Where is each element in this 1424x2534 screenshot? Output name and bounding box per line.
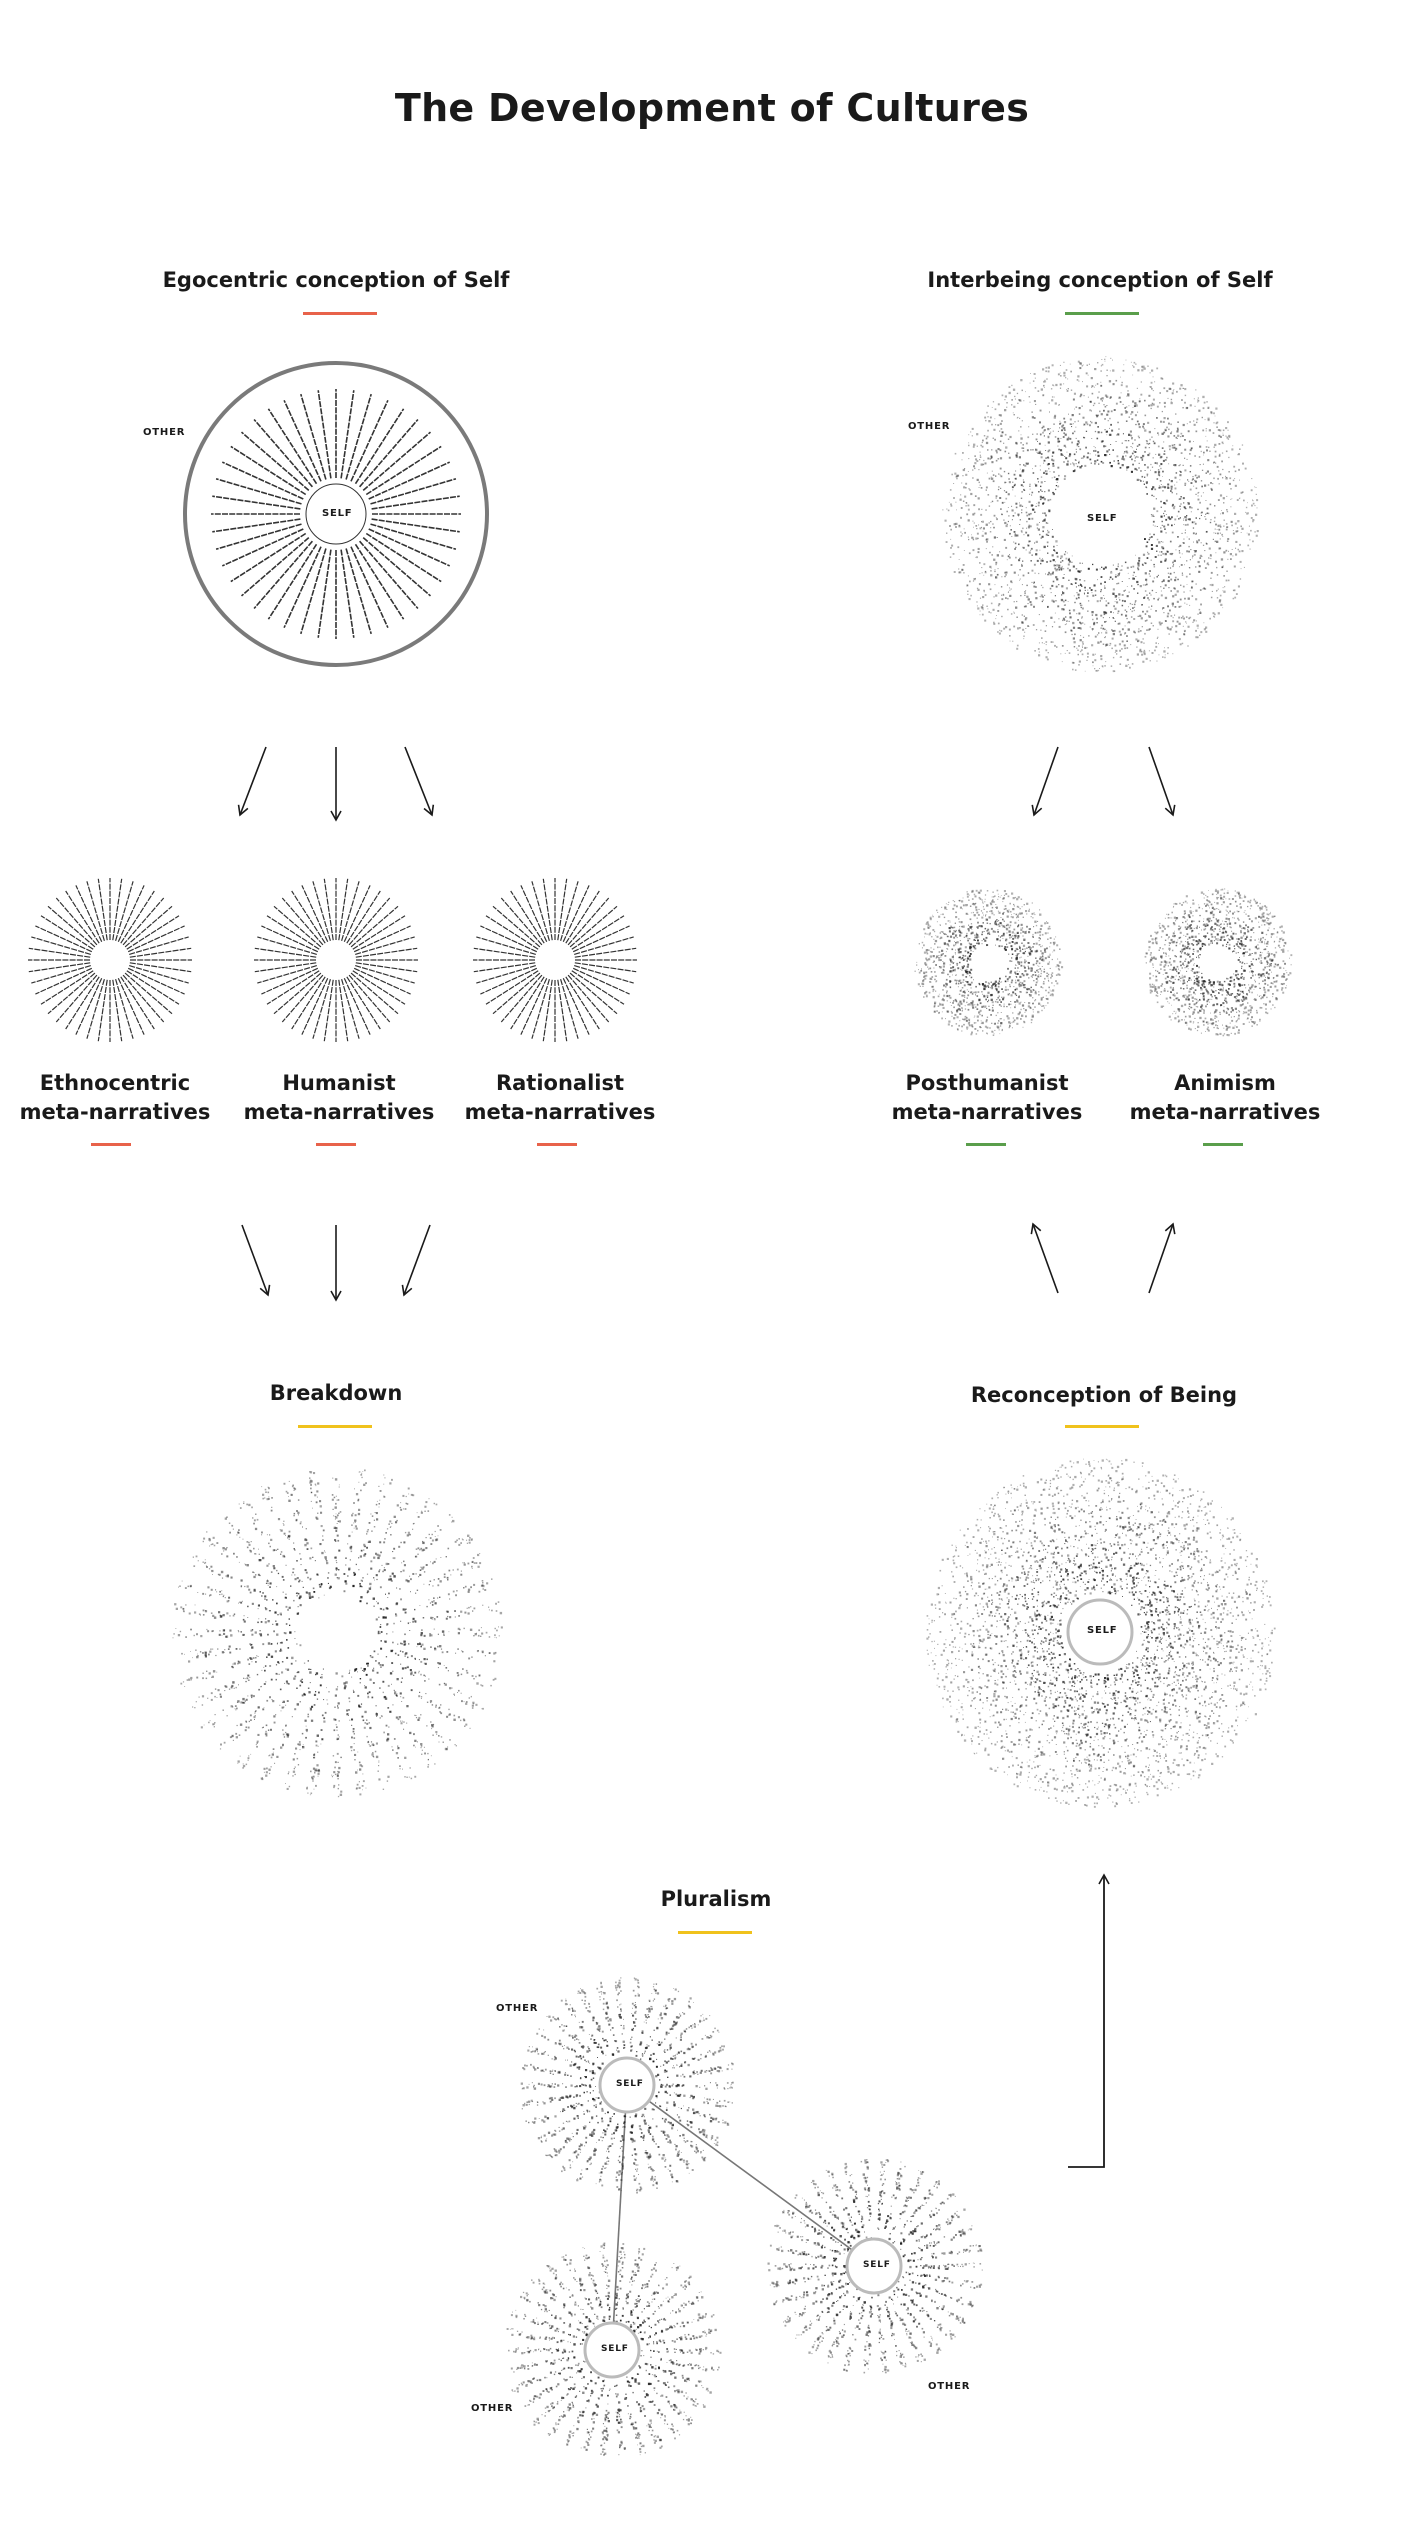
egocentric-self-label: SELF bbox=[322, 508, 353, 519]
egocentric-other-label: OTHER bbox=[143, 427, 186, 438]
humanist-underline bbox=[316, 1143, 356, 1146]
arrow-pluralism-to-reconception bbox=[1068, 1875, 1104, 2167]
ethnocentric-label-line1: Ethnocentric bbox=[39, 1071, 191, 1095]
posthumanist-underline bbox=[966, 1143, 1006, 1146]
pluralism-heading: Pluralism bbox=[660, 1887, 772, 1911]
pluralism-connection-line bbox=[627, 2085, 874, 2266]
arrow-reconception-to-posthumanist bbox=[1033, 1224, 1058, 1293]
arrow-reconception-to-animism bbox=[1149, 1224, 1173, 1293]
arrow-rationalist-to-breakdown bbox=[404, 1225, 430, 1295]
arrow-ethnocentric-to-breakdown bbox=[242, 1225, 268, 1295]
ethnocentric-underline bbox=[91, 1143, 131, 1146]
pluralism-underline bbox=[678, 1931, 752, 1934]
humanist-label-line2: meta-narratives bbox=[243, 1100, 435, 1124]
animism-underline bbox=[1203, 1143, 1243, 1146]
interbeing-underline bbox=[1065, 312, 1139, 315]
pluralism-self-label-3: SELF bbox=[601, 2344, 629, 2354]
interbeing-heading: Interbeing conception of Self bbox=[927, 268, 1273, 292]
animism-label-line1: Animism bbox=[1174, 1071, 1276, 1095]
arrow-ego-to-ethnocentric bbox=[240, 747, 266, 815]
arrow-interbeing-to-animism bbox=[1149, 747, 1173, 815]
ethnocentric-ray-pattern bbox=[28, 878, 192, 1042]
arrow-ego-to-rationalist bbox=[405, 747, 432, 815]
egocentric-underline bbox=[303, 312, 377, 315]
rationalist-label bbox=[450, 1069, 670, 1127]
humanist-ray-pattern bbox=[254, 878, 418, 1042]
ethnocentric-label bbox=[5, 1069, 225, 1127]
interbeing-other-label: OTHER bbox=[908, 421, 951, 432]
rationalist-label-line1: Rationalist bbox=[495, 1071, 625, 1095]
pluralism-self-label-1: SELF bbox=[616, 2079, 644, 2089]
breakdown-underline bbox=[298, 1425, 372, 1428]
pluralism-other-label-2: OTHER bbox=[928, 2381, 971, 2392]
reconception-self-label: SELF bbox=[1087, 1625, 1118, 1636]
pluralism-self-label-2: SELF bbox=[863, 2260, 891, 2270]
posthumanist-label-line2: meta-narratives bbox=[891, 1100, 1083, 1124]
rationalist-label-line2: meta-narratives bbox=[464, 1100, 656, 1124]
pluralism-connection-line bbox=[612, 2085, 627, 2350]
self-circles bbox=[302, 480, 1233, 2377]
posthumanist-label-line1: Posthumanist bbox=[905, 1071, 1069, 1095]
reconception-underline bbox=[1065, 1425, 1139, 1428]
posthumanist-label bbox=[877, 1069, 1097, 1127]
ethnocentric-label-line2: meta-narratives bbox=[19, 1100, 211, 1124]
pluralism-other-label-3: OTHER bbox=[471, 2403, 514, 2414]
page-title: The Development of Cultures bbox=[394, 86, 1030, 130]
rationalist-underline bbox=[537, 1143, 577, 1146]
rationalist-ray-pattern bbox=[473, 878, 637, 1042]
animism-label-line2: meta-narratives bbox=[1129, 1100, 1321, 1124]
humanist-label bbox=[229, 1069, 449, 1127]
breakdown-heading: Breakdown bbox=[269, 1381, 403, 1405]
pluralism-other-label-1: OTHER bbox=[496, 2003, 539, 2014]
humanist-label-line1: Humanist bbox=[282, 1071, 396, 1095]
arrow-interbeing-to-posthumanist bbox=[1034, 747, 1058, 815]
reconception-heading: Reconception of Being bbox=[970, 1383, 1238, 1407]
animism-label bbox=[1115, 1069, 1335, 1127]
egocentric-heading: Egocentric conception of Self bbox=[162, 268, 510, 292]
interbeing-self-label: SELF bbox=[1087, 513, 1118, 524]
